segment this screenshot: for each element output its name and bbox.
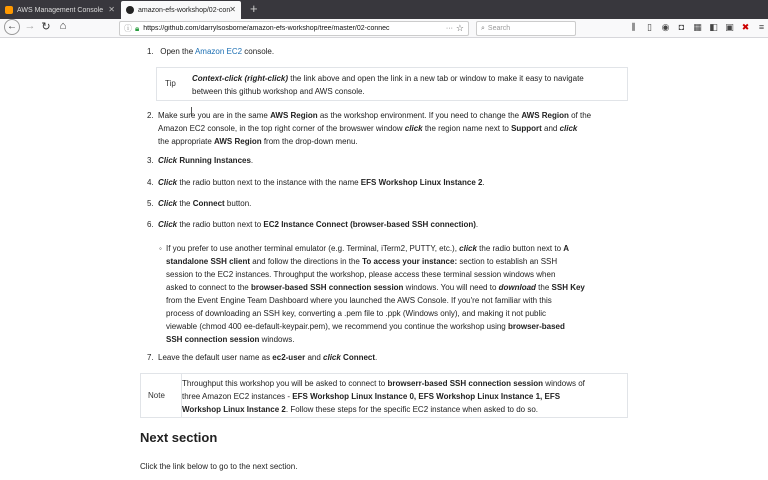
close-tab-icon[interactable]: ✕: [229, 5, 236, 14]
note-text: Throughput this workshop you will be asked to connect to browserr-based SSH connection session windows of three Amazon EC2 instances - EFS Workshop Linux Instance 0, EFS Workshop Linux Instance 1, EFS Workshop Linux Instance 2. Follow these steps for the specific EC2 instance when asked to do so.: [182, 379, 585, 414]
tip-text: Context-click (right-click) the link above and open the link in a new tab or window to make it easy to navigate between this github workshop and AWS console.: [192, 74, 584, 96]
lock-icon[interactable]: 🔒︎: [135, 23, 140, 33]
search-placeholder: Search: [487, 25, 511, 32]
next-section-text: Click the link below to go to the next section.: [140, 462, 298, 471]
tab-aws-console[interactable]: [0, 1, 120, 19]
extension-icon[interactable]: ▦: [693, 22, 702, 32]
step-7: 7. Leave the default user name as ec2-user and click Connect.: [147, 353, 378, 362]
bullet-dot: ◦: [159, 244, 162, 253]
tip-callout: [156, 67, 628, 101]
step-6: 6. Click the radio button next to EC2 Instance Connect (browser-based SSH connection).: [147, 220, 479, 229]
home-icon[interactable]: ⌂: [59, 20, 67, 32]
tab-title: AWS Management Console: [17, 6, 104, 14]
step-3: 3. Click Running Instances.: [147, 156, 254, 165]
step-4: 4. Click the radio button next to the instance with the name EFS Workshop Linux Instance 2.: [147, 178, 485, 187]
step-6-bullet: ◦ If you prefer to use another terminal emulator (e.g. Terminal, iTerm2, PUTTY, etc.), click the radio button next to A standalone SSH client and follow the directions in the To access your instance: section to establish an SSH session to the EC2 instances. Throughput the workshop, please access these terminal session windows when asked to connect to the browser-based SSH connection session windows. You will need to download the SSH Key from the Event Engine Team Dashboard where you launched the AWS Console. If you're not familiar with this process of downloading an SSH key, converting a .pem file to .ppk (Windows only), and making it not public viewable (chmod 400 ee-default-keypair.pem), we recommend you continue the workshop using browser-based SSH connection session windows.: [159, 244, 585, 344]
info-icon[interactable]: ⓘ: [124, 24, 132, 33]
extension-icon[interactable]: ✖: [741, 22, 750, 32]
page-content: [0, 39, 768, 480]
nav-bar: [0, 19, 768, 38]
search-icon: ⌕: [481, 24, 485, 32]
new-tab-icon[interactable]: +: [250, 1, 258, 16]
url-bar[interactable]: [119, 21, 469, 36]
sidebar-icon[interactable]: ▯: [647, 22, 652, 32]
github-favicon-icon: [126, 6, 134, 14]
bookmark-star-icon[interactable]: ☆: [455, 23, 464, 33]
tab-title: amazon-efs-workshop/02-con: [138, 6, 231, 14]
aws-favicon-icon: [5, 6, 13, 14]
extension-icon[interactable]: ▣: [725, 22, 734, 32]
tip-label: Tip: [165, 79, 176, 88]
menu-icon[interactable]: ≡: [758, 22, 765, 32]
forward-arrow-icon[interactable]: →: [24, 20, 36, 32]
close-tab-icon[interactable]: ✕: [108, 5, 115, 14]
extension-icon[interactable]: ◧: [709, 22, 718, 32]
back-arrow-icon[interactable]: ←: [4, 19, 20, 35]
reload-icon[interactable]: ↻: [41, 21, 51, 33]
note-label: Note: [141, 374, 182, 417]
url-text[interactable]: https://github.com/darrylsosborne/amazon-efs-workshop/tree/master/02-connec: [143, 25, 390, 32]
search-input[interactable]: [476, 21, 576, 36]
library-icon[interactable]: ⫼: [631, 22, 636, 32]
step-1: 1. Open the Amazon EC2 console.: [147, 47, 275, 56]
extension-icon[interactable]: ◘: [678, 22, 685, 32]
tab-github[interactable]: [121, 1, 241, 19]
step-5: 5. Click the Connect button.: [147, 199, 252, 208]
next-section-heading: Next section: [140, 430, 218, 445]
amazon-ec2-link[interactable]: Amazon EC2: [194, 47, 243, 56]
toolbar-icons: [628, 22, 767, 33]
page-actions-icon[interactable]: ···: [445, 25, 453, 32]
step-2: 2. Make sure you are in the same AWS Region as the workshop environment. If you need to change the AWS Region of the Amazon EC2 console, in the top right corner of the browswer window click the region name next to Support and click the appropriate AWS Region from the drop-down menu.: [147, 111, 592, 146]
extension-icon[interactable]: ◉: [661, 22, 670, 32]
tab-strip: [0, 0, 768, 19]
note-callout: [140, 373, 628, 418]
